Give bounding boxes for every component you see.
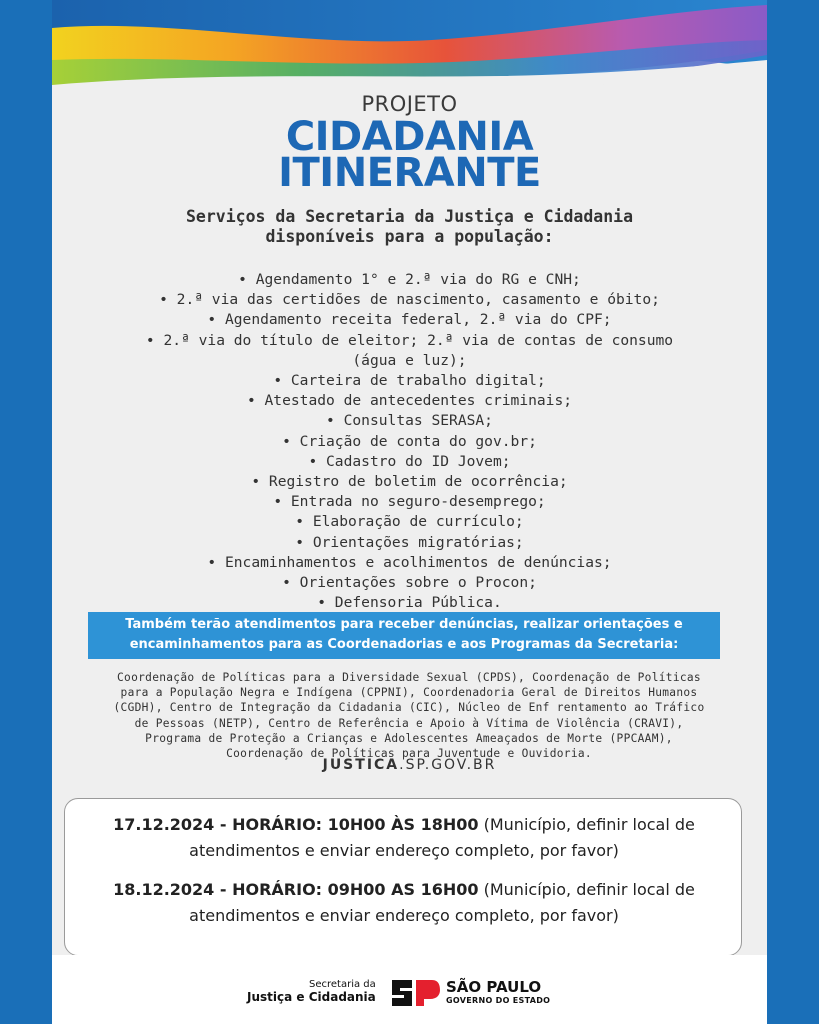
schedule-note: (Município, definir local de [478,880,695,899]
service-item: • Agendamento receita federal, 2.ª via do CPF; [207,311,612,329]
schedule-date-time: 17.12.2024 - HORÁRIO: 10H00 ÀS 18H00 [113,815,479,834]
secretaria-line-2: Justiça e Cidadania [247,990,376,1004]
service-item: • Carteira de trabalho digital; [273,372,546,390]
services-list [107,270,712,613]
service-item: • 2.ª via das certidões de nascimento, casamento e óbito; [159,291,660,309]
service-item: • Registro de boletim de ocorrência; [251,473,568,491]
service-item: • Consultas SERASA; [326,412,493,430]
secretaria-logo [247,979,376,1004]
coord-line: de Pessoas (NETP), Centro de Referência e Apoio à Vítima de Violência (CRAVI), [134,716,684,730]
schedule-box [64,798,742,956]
service-item: • Entrada no seguro-desemprego; [273,493,546,511]
banner-line-2: encaminhamentos para as Coordenadorias e aos Programas da Secretaria: [129,637,679,652]
service-item: • Atestado de antecedentes criminais; [246,392,573,410]
schedule-date-time: 18.12.2024 - HORÁRIO: 09H00 AS 16H00 [113,880,479,899]
coord-line: (CGDH), Centro de Integração da Cidadania (CIC), Núcleo de Enf rentamento ao Tráfico [113,701,705,715]
sp-name: SÃO PAULO [446,978,542,996]
right-blue-frame [767,0,819,1024]
intro-line-2: disponíveis para a população: [265,227,554,246]
service-item: • Defensoria Pública. [317,594,502,612]
service-item: (água e luz); [352,351,467,369]
service-item: • Orientações sobre o Procon; [282,574,537,592]
coord-line: Coordenação de Políticas para Juventude e Ouvidoria. [226,747,592,761]
schedule-note: (Município, definir local de [478,815,695,834]
left-blue-frame [0,0,52,1024]
service-item: • Elaboração de currículo; [295,513,524,531]
service-item: • Criação de conta do gov.br; [282,432,537,450]
service-item: • Orientações migratórias; [295,533,524,551]
sp-government: GOVERNO DO ESTADO [446,996,551,1005]
schedule-item-2 [85,877,723,929]
coord-line: para a População Negra e Indígena (CPPNI), Coordenadoria Geral de Direitos Humanos [120,686,698,700]
title-line-1: CIDADANIA [285,114,534,160]
intro-line-1: Serviços da Secretaria da Justiça e Cidadania [185,207,634,226]
schedule-note: atendimentos e enviar endereço completo, por favor) [189,906,619,925]
service-item: • Agendamento 1° e 2.ª via do RG e CNH; [238,271,581,288]
website-url[interactable] [52,757,767,773]
title-line-2: ITINERANTE [278,150,541,196]
coord-line: Coordenação de Políticas para a Diversidade Sexual (CPDS), Coordenação de Políticas [117,671,701,684]
banner-line-1: Também terão atendimentos para receber denúncias, realizar orientações e [125,617,683,632]
service-item: • 2.ª via do título de eleitor; 2.ª via de contas de consumo [145,331,674,349]
coordinations-text [64,670,754,761]
coord-line: Programa de Proteção a Crianças e Adolescentes Ameaçados de Morte (PPCAAM), [145,731,673,745]
sao-paulo-logo-text [446,979,550,1006]
intro-heading [92,207,727,247]
schedule-item-1 [85,812,723,864]
schedule-note: atendimentos e enviar endereço completo, por favor) [189,841,619,860]
poster [52,0,767,1024]
website-url-rest: .SP.GOV.BR [399,757,497,773]
website-url-bold: JUSTICA [322,757,400,773]
secretaria-line-1: Secretaria da [309,979,376,990]
sp-logo-icon [390,978,442,1008]
service-item: • Encaminhamentos e acolhimentos de denúncias; [207,553,612,571]
service-item: • Cadastro do ID Jovem; [308,452,511,470]
additional-services-banner [88,612,720,659]
project-label: PROJETO [361,92,458,116]
